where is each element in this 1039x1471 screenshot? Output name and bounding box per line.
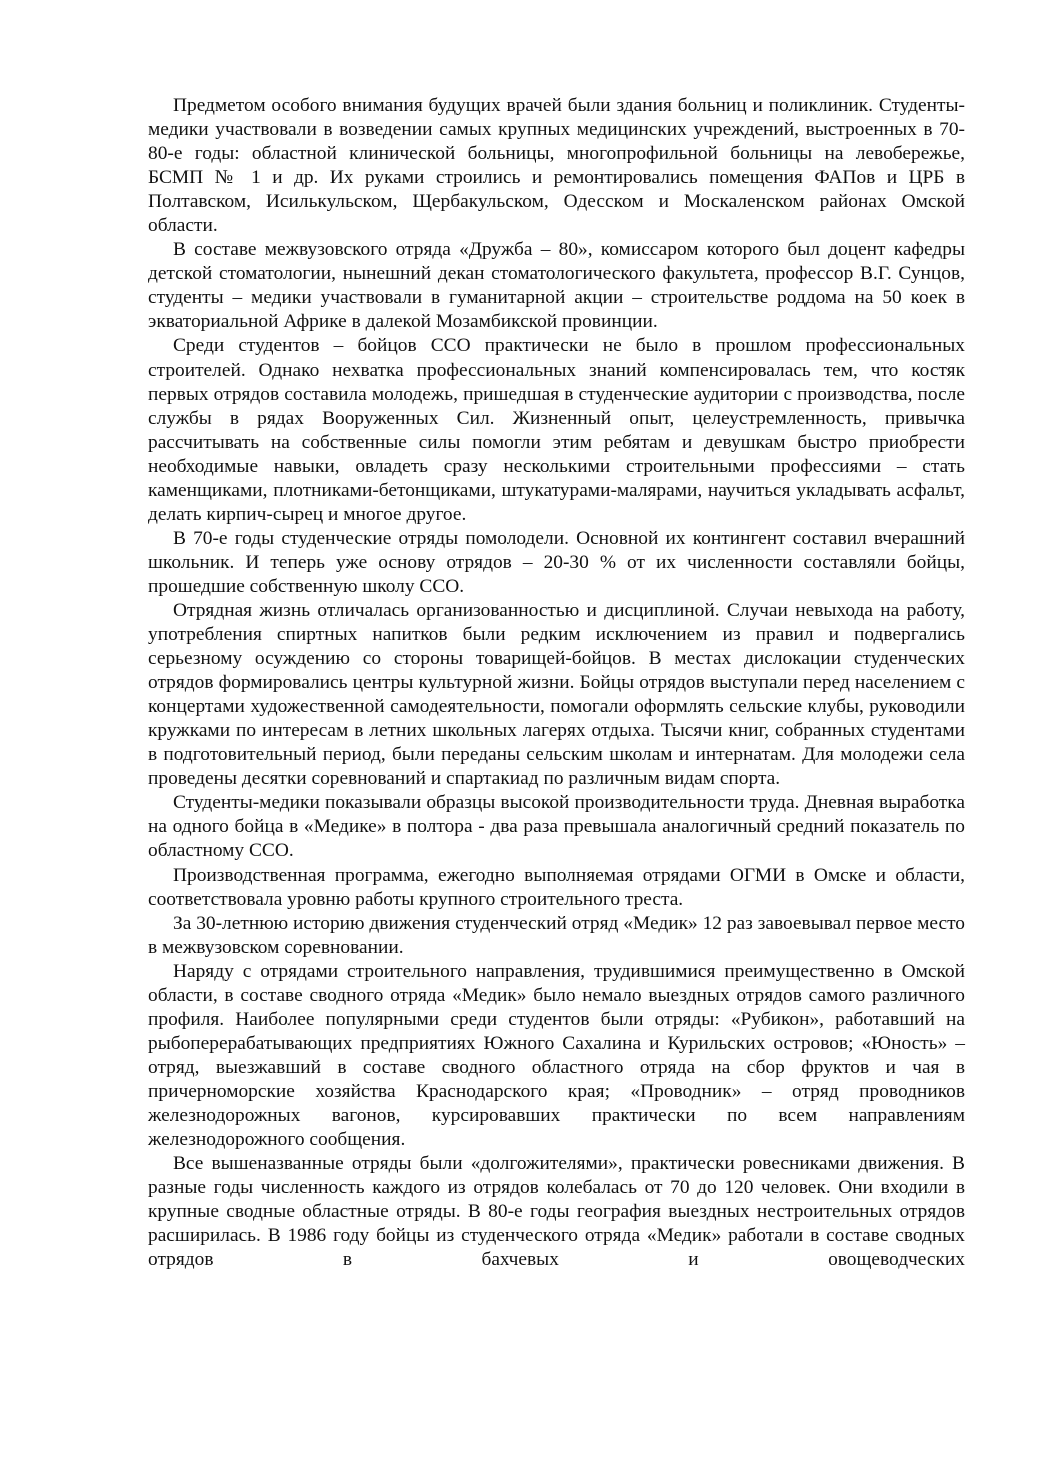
paragraph-history: За 30-летнюю историю движения студенческий отряд «Медик» 12 раз завоевывал первое место в межвузовском соревновании. (148, 912, 965, 958)
paragraph-outbound-units: Наряду с отрядами строительного направления, трудившимися преимущественно в Омской области, в составе сводного отряда «Медик» было немало выездных отрядов самого различного профиля. Наиболее популярными среди студентов были отряды: «Рубикон», работавший на рыбоперерабатывающих предприятиях Южного Сахалина и Курильских островов; «Юность» – отряд, выезжавший в составе сводного областного отряда на сбор фруктов и чая в причерноморские хозяйства Краснодарского края; «Проводник» – отряд проводников железнодорожных вагонов, курсировавших практически по всем направлениям железнодорожного сообщения. (148, 960, 965, 1151)
paragraph-druzhba-80: В составе межвузовского отряда «Дружба – 80», комиссаром которого был доцент кафедры детской стоматологии, нынешний декан стоматологического факультета, профессор В.Г. Сунцов, студенты – медики участвовали в гуманитарной акции – строительстве роддома на 50 коек в экваториальной Африке в далекой Мозамбикской провинции. (148, 239, 965, 333)
paragraph-70s: В 70-е годы студенческие отряды помолодели. Основной их контингент составил вчерашний школьник. И теперь уже основу отрядов – 20-30 % от их численности составляли бойцы, прошедшие собственную школу ССО. (148, 527, 965, 597)
paragraph-builders: Среди студентов – бойцов ССО практически не было в прошлом профессиональных строителей. Однако нехватка профессиональных знаний компенсировалась тем, что костяк первых отрядов составила молодежь, пришедшая в студенческие аудитории с производства, после службы в рядах Вооруженных Сил. Жизненный опыт, целеустремленность, привычка рассчитывать на собственные силы помогли этим ребятам и девушкам быстро приобрести необходимые навыки, овладеть сразу несколькими строительными профессиями – стать каменщиками, плотниками-бетонщиками, штукатурами-малярами, научиться укладывать асфальт, делать кирпич-сырец и многое другое. (148, 335, 965, 525)
paragraph-program: Производственная программа, ежегодно выполняемая отрядами ОГМИ в Омске и области, соответствовала уровню работы крупного строительного треста. (148, 864, 965, 910)
paragraph-discipline: Отрядная жизнь отличалась организованностью и дисциплиной. Случаи невыхода на работу, употребления спиртных напитков были редким исключением из правил и подвергались серьезному осуждению со стороны товарищей-бойцов. В местах дислокации студенческих отрядов формировались центры культурной жизни. Бойцы отрядов выступали перед населением с концертами художественной самодеятельности, помогали оформлять сельские клубы, руководили кружками по интересам в летних школьных лагерях отдыха. Тысячи книг, собранных студентами в подготовительный период, были переданы сельским школам и интернатам. Для молодежи села проведены десятки соревнований и спартакиад по различным видам спорта. (148, 599, 965, 790)
document-page (148, 94, 965, 1272)
paragraph-productivity: Студенты-медики показывали образцы высокой производительности труда. Дневная выработка на одного бойца в «Медике» в полтора - два раза превышала аналогичный средний показатель по областному ССО. (148, 792, 965, 862)
paragraph-long-livers: Все вышеназванные отряды были «долгожителями», практически ровесниками движения. В разные годы численность каждого из отрядов колебалась от 70 до 120 человек. Они входили в крупные сводные областные отряды. В 80-е годы география выездных нестроительных отрядов расширилась. В 1986 году бойцы из студенческого отряда «Медик» работали в составе сводных отрядов в бахчевых и овощеводческих (148, 1153, 965, 1271)
paragraph-hospitals: Предметом особого внимания будущих врачей были здания больниц и поликлиник. Студенты-медики участвовали в возведении самых крупных медицинских учреждений, выстроенных в 70-80-е годы: областной клинической больницы, многопрофильной больницы на левобережье, БСМП № 1 и др. Их руками строились и ремонтировались помещения ФАПов и ЦРБ в Полтавском, Исилькульском, Щербакульском, Одесском и Москаленском районах Омской области. (148, 95, 965, 237)
